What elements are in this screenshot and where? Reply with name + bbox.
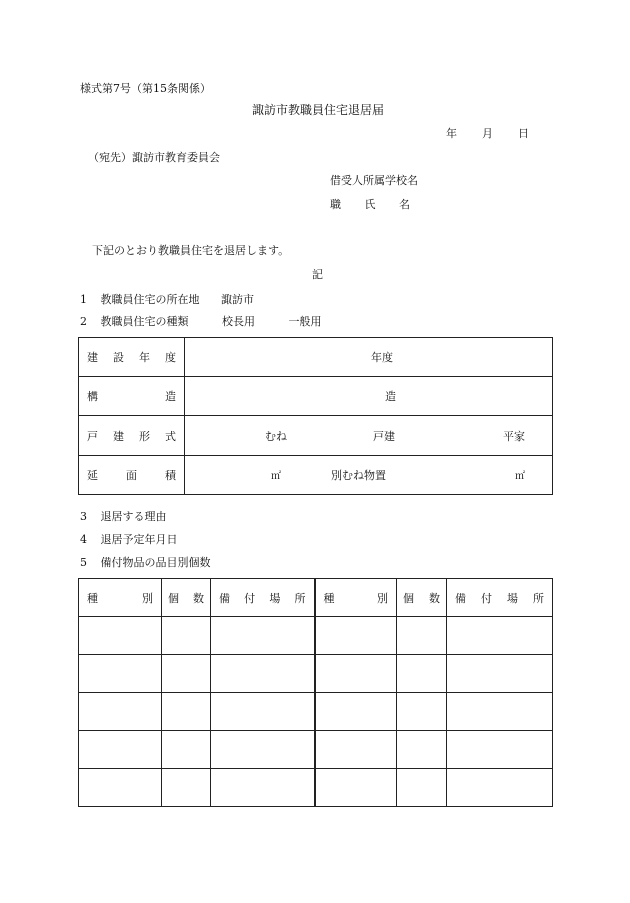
type-opt-kodate: 戸建 — [373, 429, 395, 443]
structure-label-c2: 造 — [165, 390, 176, 403]
goods-count-header-right: 個 数 — [397, 579, 447, 617]
item-4 — [80, 531, 178, 547]
table-row — [79, 769, 553, 807]
goods-cell[interactable] — [315, 731, 397, 769]
type-label-c3: 形 — [139, 429, 150, 443]
item-4-label: 退居予定年月日 — [100, 533, 178, 546]
item-1-label: 教職員住宅の所在地 — [100, 293, 200, 306]
table-row — [79, 655, 553, 693]
form-number: 様式第7号（第15条関係） — [80, 82, 211, 95]
goods-cell[interactable] — [447, 655, 553, 693]
item-2-num: 2 — [80, 315, 87, 328]
ki-label: 記 — [312, 268, 323, 281]
goods-cell[interactable] — [447, 731, 553, 769]
goods-cell[interactable] — [397, 731, 447, 769]
statement: 下記のとおり教職員住宅を退居します。 — [92, 244, 290, 257]
item-1-value: 諏訪市 — [221, 293, 254, 306]
item-4-num: 4 — [80, 533, 87, 546]
year-value: 年度 — [185, 338, 553, 377]
item-2-opt-general: 一般用 — [288, 315, 322, 328]
structure-label-c1: 構 — [87, 390, 98, 403]
goods-cell[interactable] — [162, 655, 211, 693]
goods-cell[interactable] — [79, 617, 162, 655]
table-row — [79, 693, 553, 731]
goods-cell[interactable] — [397, 655, 447, 693]
goods-cell[interactable] — [397, 769, 447, 807]
house-row-structure — [79, 377, 553, 416]
house-row-year — [79, 338, 553, 377]
area-label — [79, 456, 185, 495]
year-label-c1: 建 — [87, 351, 98, 364]
house-row-type — [79, 416, 553, 456]
goods-cell[interactable] — [79, 731, 162, 769]
area-storage: 別むね物置 — [331, 469, 386, 482]
item-2 — [80, 313, 322, 329]
table-row — [79, 617, 553, 655]
goods-cell[interactable] — [162, 731, 211, 769]
goods-cell[interactable] — [211, 731, 315, 769]
goods-kind-header-right: 種 別 — [315, 579, 397, 617]
goods-cell[interactable] — [315, 655, 397, 693]
table-row — [79, 731, 553, 769]
goods-cell[interactable] — [315, 769, 397, 807]
area-label-c2: 面 — [126, 469, 137, 482]
area-unit-2: ㎡ — [515, 471, 525, 482]
type-value — [185, 416, 553, 456]
house-row-area — [79, 456, 553, 495]
item-1 — [80, 291, 254, 307]
applicant-name-label — [330, 196, 410, 212]
goods-cell[interactable] — [211, 655, 315, 693]
type-opt-hiraya: 平家 — [503, 429, 525, 443]
date-day: 日 — [518, 127, 529, 140]
name-char-3: 名 — [399, 198, 410, 211]
goods-cell[interactable] — [162, 693, 211, 731]
applicant-school-label: 借受人所属学校名 — [330, 174, 418, 187]
item-5-num: 5 — [80, 556, 87, 569]
goods-kind-header-left: 種 別 — [79, 579, 162, 617]
goods-cell[interactable] — [315, 693, 397, 731]
house-table — [78, 337, 553, 495]
year-label-c3: 年 — [139, 351, 150, 364]
goods-cell[interactable] — [79, 693, 162, 731]
year-label-c2: 設 — [113, 351, 124, 364]
goods-cell[interactable] — [162, 617, 211, 655]
date-month: 月 — [482, 127, 493, 140]
structure-label — [79, 377, 185, 416]
goods-cell[interactable] — [162, 769, 211, 807]
form-title: 諏訪市教職員住宅退居届 — [252, 103, 385, 117]
item-5 — [80, 554, 211, 570]
item-2-opt-principal: 校長用 — [222, 315, 255, 328]
goods-cell[interactable] — [447, 693, 553, 731]
goods-cell[interactable] — [447, 617, 553, 655]
type-label-c2: 建 — [113, 429, 124, 443]
item-3-label: 退居する理由 — [100, 510, 167, 523]
goods-cell[interactable] — [315, 617, 397, 655]
goods-cell[interactable] — [447, 769, 553, 807]
area-label-c3: 積 — [165, 469, 176, 482]
type-label — [79, 416, 185, 456]
goods-place-header-left: 備 付 場 所 — [211, 579, 315, 617]
year-label — [79, 338, 185, 377]
item-5-label: 備付物品の品目別個数 — [100, 556, 211, 569]
goods-place-header-right: 備 付 場 所 — [447, 579, 553, 617]
year-label-c4: 度 — [165, 351, 176, 364]
addressee: （宛先）諏訪市教育委員会 — [88, 151, 220, 164]
structure-value: 造 — [185, 377, 553, 416]
name-char-2: 氏 — [364, 198, 376, 211]
goods-cell[interactable] — [211, 769, 315, 807]
type-label-c1: 戸 — [87, 429, 98, 443]
name-char-1: 職 — [330, 198, 341, 211]
goods-cell[interactable] — [397, 617, 447, 655]
area-value — [185, 456, 553, 495]
area-label-c1: 延 — [87, 469, 98, 482]
goods-cell[interactable] — [397, 693, 447, 731]
goods-header-row — [79, 579, 553, 617]
goods-cell[interactable] — [211, 693, 315, 731]
item-2-label: 教職員住宅の種類 — [100, 315, 189, 328]
goods-cell[interactable] — [79, 769, 162, 807]
goods-count-header-left: 個 数 — [162, 579, 211, 617]
item-3 — [80, 508, 167, 524]
goods-table — [78, 578, 553, 807]
type-opt-mune: むね — [265, 429, 287, 443]
goods-cell[interactable] — [211, 617, 315, 655]
item-1-num: 1 — [80, 293, 87, 306]
area-unit-1: ㎡ — [271, 471, 281, 482]
goods-cell[interactable] — [79, 655, 162, 693]
type-label-c4: 式 — [165, 429, 176, 443]
item-3-num: 3 — [80, 510, 87, 523]
date-year: 年 — [446, 127, 457, 140]
